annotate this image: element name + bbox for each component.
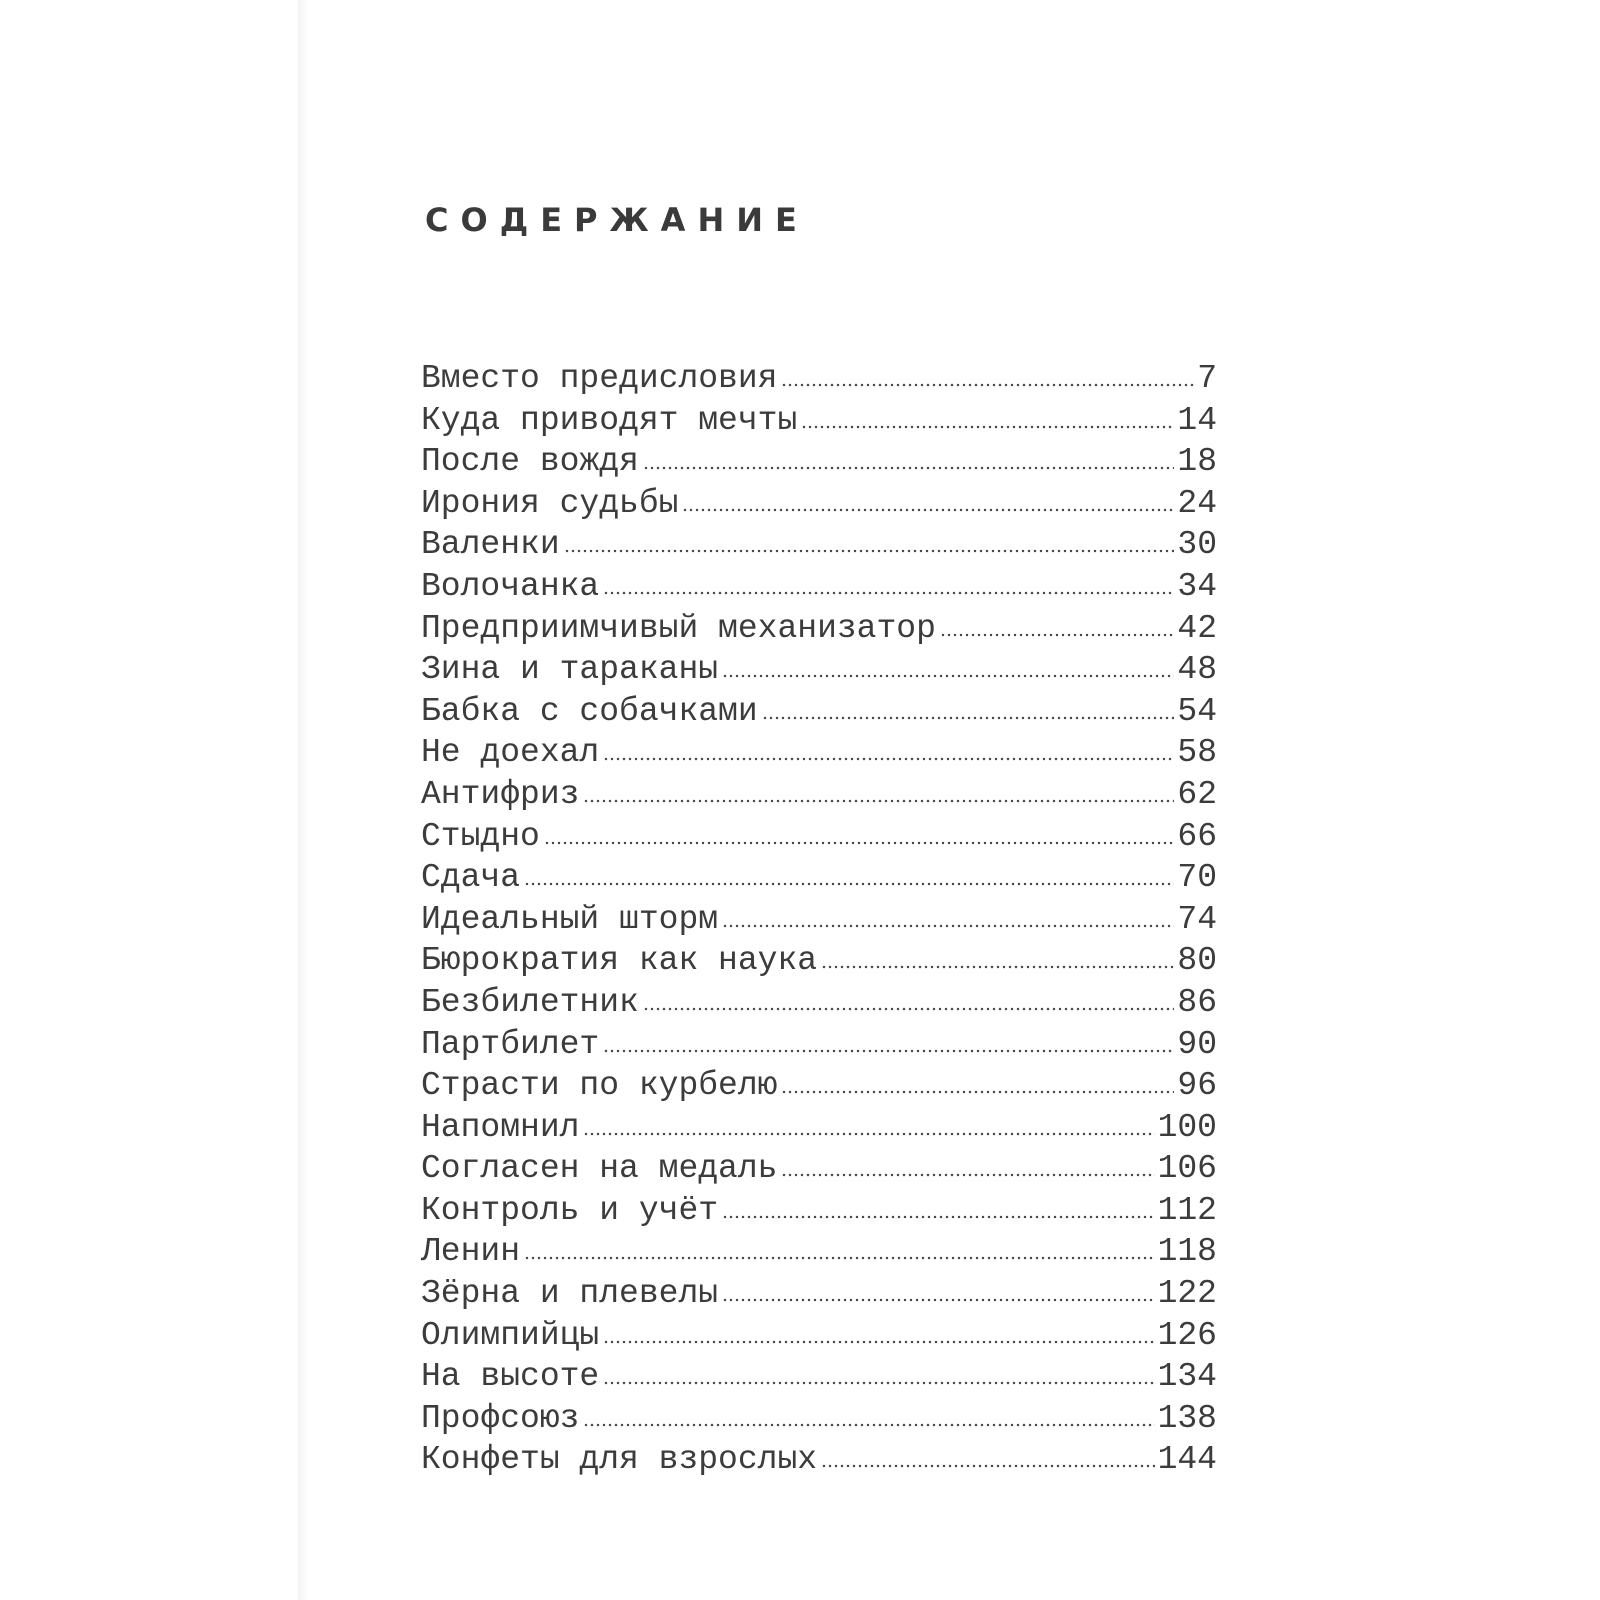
toc-entry-title: После вождя [421,443,639,481]
dot-leader [781,383,1194,387]
toc-entry-page-number: 80 [1177,942,1217,980]
toc-entry-title: Ленин [421,1233,521,1271]
toc-entry-title: Стыдно [421,817,540,855]
toc-entry-title: Сдача [421,859,521,897]
toc-entry [421,1026,1217,1068]
toc-entry-title: Бюрократия как наука [421,942,818,980]
toc-entry-page-number: 144 [1157,1441,1217,1479]
toc-entry-page-number: 134 [1157,1358,1217,1396]
toc-entry-title: Страсти по курбелю [421,1067,778,1105]
toc-entry-page-number: 66 [1177,817,1217,855]
toc-entry-title: Не доехал [421,734,600,772]
toc-entry [421,651,1217,693]
dot-leader [722,1298,1155,1302]
toc-entry-page-number: 112 [1157,1191,1217,1229]
toc-entry-title: Контроль и учёт [421,1191,719,1229]
dot-leader [940,633,1175,637]
toc-entry-title: Валенки [421,526,560,564]
toc-entry-title: Волочанка [421,567,600,605]
toc-entry [421,818,1217,860]
toc-entry-page-number: 122 [1157,1275,1217,1313]
toc-entry [421,443,1217,485]
toc-entry [421,568,1217,610]
dot-leader [524,882,1174,886]
toc-entry [421,693,1217,735]
toc-entry-page-number: 14 [1177,401,1217,439]
toc-entry-page-number: 62 [1177,775,1217,813]
toc-entry-page-number: 54 [1177,692,1217,730]
dot-leader [762,716,1175,720]
toc-entry-title: Профсоюз [421,1399,580,1437]
dot-leader [722,674,1174,678]
dot-leader [583,1423,1154,1427]
dot-leader [781,1173,1154,1177]
toc-entry [421,984,1217,1026]
toc-entry [421,1441,1217,1483]
toc-entry [421,776,1217,818]
toc-entry [421,526,1217,568]
toc-entry-page-number: 18 [1177,443,1217,481]
dot-leader [722,924,1174,928]
toc-entry-page-number: 30 [1177,526,1217,564]
toc-entry-title: Куда приводят мечты [421,401,798,439]
toc-entry-title: Ирония судьбы [421,484,679,522]
toc-entry [421,1150,1217,1192]
toc-entry-title: Вместо предисловия [421,360,778,397]
toc-entry-title: Зина и тараканы [421,651,719,689]
toc-entry-page-number: 7 [1197,360,1217,397]
toc-entry-page-number: 96 [1177,1067,1217,1105]
toc-entry-page-number: 118 [1157,1233,1217,1271]
toc-entry-title: Безбилетник [421,983,639,1021]
toc-entry [421,901,1217,943]
dot-leader [603,1340,1154,1344]
toc-entry [421,1400,1217,1442]
toc-entry [421,402,1217,444]
toc-entry-title: Бабка с собачками [421,692,758,730]
toc-entry-title: Предприимчивый механизатор [421,609,936,647]
dot-leader [643,1007,1175,1011]
toc-entry [421,1109,1217,1151]
dot-leader [583,1132,1154,1136]
toc-entry [421,734,1217,776]
dot-leader [603,1381,1154,1385]
toc-entry [421,1317,1217,1359]
toc-entry [421,1275,1217,1317]
toc-entry [421,485,1217,527]
table-of-contents [421,360,1217,1483]
toc-entry-page-number: 34 [1177,567,1217,605]
toc-entry [421,1067,1217,1109]
page-edge [298,0,308,1600]
toc-entry [421,610,1217,652]
dot-leader [583,799,1174,803]
toc-entry [421,859,1217,901]
page-title: СОДЕРЖАНИЕ [425,201,809,239]
background-margin [0,0,300,1600]
toc-entry-page-number: 74 [1177,900,1217,938]
toc-entry-title: Согласен на медаль [421,1150,778,1188]
toc-entry-title: Конфеты для взрослых [421,1441,818,1479]
toc-entry-title: Зёрна и плевелы [421,1275,719,1313]
toc-entry-page-number: 58 [1177,734,1217,772]
dot-leader [682,508,1174,512]
toc-entry-page-number: 100 [1157,1108,1217,1146]
dot-leader [524,1256,1155,1260]
toc-entry-title: Партбилет [421,1025,600,1063]
toc-entry [421,1358,1217,1400]
toc-entry-page-number: 126 [1157,1316,1217,1354]
toc-entry-page-number: 86 [1177,983,1217,1021]
toc-entry-page-number: 48 [1177,651,1217,689]
toc-entry-title: Антифриз [421,775,580,813]
toc-entry-title: Напомнил [421,1108,580,1146]
toc-entry-page-number: 106 [1157,1150,1217,1188]
toc-entry-page-number: 70 [1177,859,1217,897]
dot-leader [603,591,1174,595]
dot-leader [722,1215,1155,1219]
toc-entry [421,1192,1217,1234]
toc-entry-title: Идеальный шторм [421,900,719,938]
dot-leader [801,425,1174,429]
toc-entry [421,360,1217,402]
toc-entry [421,1233,1217,1275]
toc-entry-page-number: 24 [1177,484,1217,522]
toc-entry-page-number: 42 [1177,609,1217,647]
dot-leader [544,841,1175,845]
toc-entry [421,942,1217,984]
dot-leader [821,1464,1155,1468]
dot-leader [781,1090,1174,1094]
toc-entry-page-number: 138 [1157,1399,1217,1437]
toc-entry-title: Олимпийцы [421,1316,600,1354]
toc-entry-page-number: 90 [1177,1025,1217,1063]
dot-leader [821,965,1174,969]
dot-leader [603,1049,1174,1053]
toc-entry-title: На высоте [421,1358,600,1396]
dot-leader [643,466,1175,470]
dot-leader [603,757,1174,761]
dot-leader [564,549,1175,553]
